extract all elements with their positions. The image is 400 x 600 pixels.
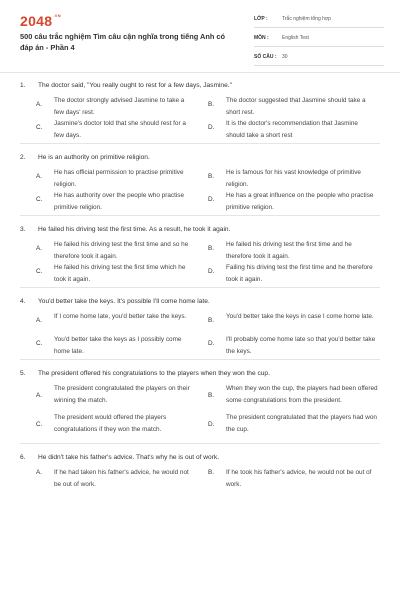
meta-row-class <box>254 13 384 28</box>
answer-option[interactable] <box>208 94 376 117</box>
option-letter: B. <box>208 391 215 399</box>
option-row <box>0 310 400 333</box>
option-row <box>0 411 400 440</box>
answer-option[interactable] <box>36 466 204 488</box>
option-text: You'd better take the keys as I possibly come home late. <box>54 336 182 355</box>
option-letter: D. <box>208 420 215 428</box>
option-row <box>0 382 400 411</box>
answer-option[interactable] <box>36 94 204 117</box>
page-title: 500 câu trắc nghiệm Tìm câu cận nghĩa trong tiếng Anh có đáp án - Phần 4 <box>20 32 226 52</box>
option-letter: B. <box>208 172 215 180</box>
question-block <box>0 296 400 356</box>
meta-row-count <box>254 51 384 66</box>
answer-option[interactable] <box>36 411 204 440</box>
option-text: You'd better take the keys in case I come home late. <box>226 313 374 320</box>
option-text: If he had taken his father's advice, he would not be out of work. <box>54 469 189 488</box>
answer-option[interactable] <box>208 333 376 356</box>
answer-option[interactable] <box>208 382 376 411</box>
option-letter: A. <box>36 316 43 324</box>
option-letter: A. <box>36 244 43 252</box>
question-text: The doctor said, "You really ought to rest for a few days, Jasmine." <box>38 82 232 89</box>
meta-panel <box>254 13 384 70</box>
option-letter: C. <box>36 123 43 131</box>
answer-option[interactable] <box>36 117 204 140</box>
question-block <box>0 152 400 212</box>
option-row <box>0 238 400 261</box>
question-separator <box>20 215 380 216</box>
meta-label: MÔN : <box>254 35 269 41</box>
answer-option[interactable] <box>36 166 204 189</box>
question-number: 4. <box>20 298 26 305</box>
question-block <box>0 224 400 284</box>
option-text: He failed his driving test the first time which he took it again. <box>54 264 186 283</box>
option-text: I'll probably come home late so that you'd better take the keys. <box>226 336 376 355</box>
answer-option[interactable] <box>208 189 376 212</box>
option-text: He failed his driving test the first time and he therefore took it again. <box>226 241 352 260</box>
option-row <box>0 333 400 356</box>
option-letter: C. <box>36 339 43 347</box>
answer-option[interactable] <box>208 310 376 333</box>
question-stem <box>0 80 400 94</box>
option-text: If he took his father's advice, he would not be out of work. <box>226 469 372 488</box>
option-letter: D. <box>208 123 215 131</box>
option-letter: A. <box>36 391 43 399</box>
logo-text: 2048 <box>20 13 53 29</box>
meta-row-subject <box>254 32 384 47</box>
answer-option[interactable] <box>36 238 204 261</box>
question-stem <box>0 224 400 238</box>
question-stem <box>0 296 400 310</box>
page-header <box>0 0 400 66</box>
question-stem <box>0 452 400 466</box>
option-text: He has authority over the people who practise primitive religion. <box>54 192 185 211</box>
question-stem <box>0 368 400 382</box>
option-row <box>0 189 400 212</box>
meta-value: Trắc nghiệm tổng hợp <box>282 16 331 22</box>
answer-option[interactable] <box>208 261 376 284</box>
answer-option[interactable] <box>36 382 204 411</box>
meta-value: English Test <box>282 35 309 41</box>
question-number: 1. <box>20 82 26 89</box>
option-letter: D. <box>208 339 215 347</box>
question-text: He didn't take his father's advice. That's why he is out of work. <box>38 454 220 461</box>
option-text: When they won the cup, the players had been offered some congratulations from the president. <box>226 385 378 404</box>
option-text: The president congratulated the players on their winning the match. <box>54 385 190 404</box>
meta-value: 30 <box>282 54 288 60</box>
question-number: 2. <box>20 154 26 161</box>
option-letter: B. <box>208 468 215 476</box>
answer-option[interactable] <box>208 466 376 488</box>
answer-option[interactable] <box>36 189 204 212</box>
option-letter: C. <box>36 420 43 428</box>
question-text: You'd better take the keys. It's possible I'll come home late. <box>38 298 210 305</box>
option-row <box>0 466 400 488</box>
question-separator <box>20 287 380 288</box>
question-text: The president offered his congratulations to the players when they won the cup. <box>38 370 270 377</box>
header-divider <box>0 72 400 73</box>
answer-option[interactable] <box>208 117 376 140</box>
option-letter: B. <box>208 244 215 252</box>
option-letter: C. <box>36 195 43 203</box>
question-block <box>0 452 400 488</box>
question-stem <box>0 152 400 166</box>
option-row <box>0 166 400 189</box>
answer-option[interactable] <box>36 310 204 333</box>
option-letter: D. <box>208 195 215 203</box>
option-text: Failing his driving test the first time and he therefore took it again. <box>226 264 373 283</box>
site-logo[interactable] <box>20 13 61 29</box>
question-number: 3. <box>20 226 26 233</box>
answer-option[interactable] <box>208 411 376 440</box>
question-block <box>0 80 400 140</box>
question-number: 6. <box>20 454 26 461</box>
logo-suffix: .VN <box>53 13 61 18</box>
option-row <box>0 117 400 140</box>
option-text: It is the doctor's recommendation that Jasmine should take a short rest <box>226 120 358 139</box>
option-text: The doctor suggested that Jasmine should take a short rest. <box>226 97 366 116</box>
option-text: If I come home late, you'd better take the keys. <box>54 313 187 320</box>
option-letter: B. <box>208 316 215 324</box>
option-text: Jasmine's doctor told that she should rest for a few days. <box>54 120 186 139</box>
option-text: The president congratulated that the players had won the cup. <box>226 414 377 433</box>
option-letter: A. <box>36 172 43 180</box>
meta-label: LỚP : <box>254 16 268 22</box>
answer-option[interactable] <box>36 261 204 284</box>
option-text: He is famous for his vast knowledge of primitive religion. <box>226 169 361 188</box>
question-block <box>0 368 400 440</box>
option-letter: A. <box>36 100 43 108</box>
option-row <box>0 94 400 117</box>
option-letter: C. <box>36 267 43 275</box>
answer-option[interactable] <box>208 238 376 261</box>
option-text: He has official permission to practise primitive religion. <box>54 169 184 188</box>
option-letter: D. <box>208 267 215 275</box>
option-text: He has a great influence on the people who practise primitive religion. <box>226 192 374 211</box>
option-text: The president would offered the players congratulations if they won the match. <box>54 414 167 433</box>
option-text: He failed his driving test the first time and so he therefore took it again. <box>54 241 189 260</box>
option-row <box>0 261 400 284</box>
answer-option[interactable] <box>36 333 204 356</box>
option-letter: B. <box>208 100 215 108</box>
option-letter: A. <box>36 468 43 476</box>
question-number: 5. <box>20 370 26 377</box>
answer-option[interactable] <box>208 166 376 189</box>
question-separator <box>20 359 380 360</box>
question-text: He is an authority on primitive religion. <box>38 154 150 161</box>
meta-label: SỐ CÂU : <box>254 54 277 60</box>
question-separator <box>20 443 380 444</box>
question-separator <box>20 143 380 144</box>
question-text: He failed his driving test the first time. As a result, he took it again. <box>38 226 231 233</box>
option-text: The doctor strongly advised Jasmine to take a few days' rest. <box>54 97 185 116</box>
